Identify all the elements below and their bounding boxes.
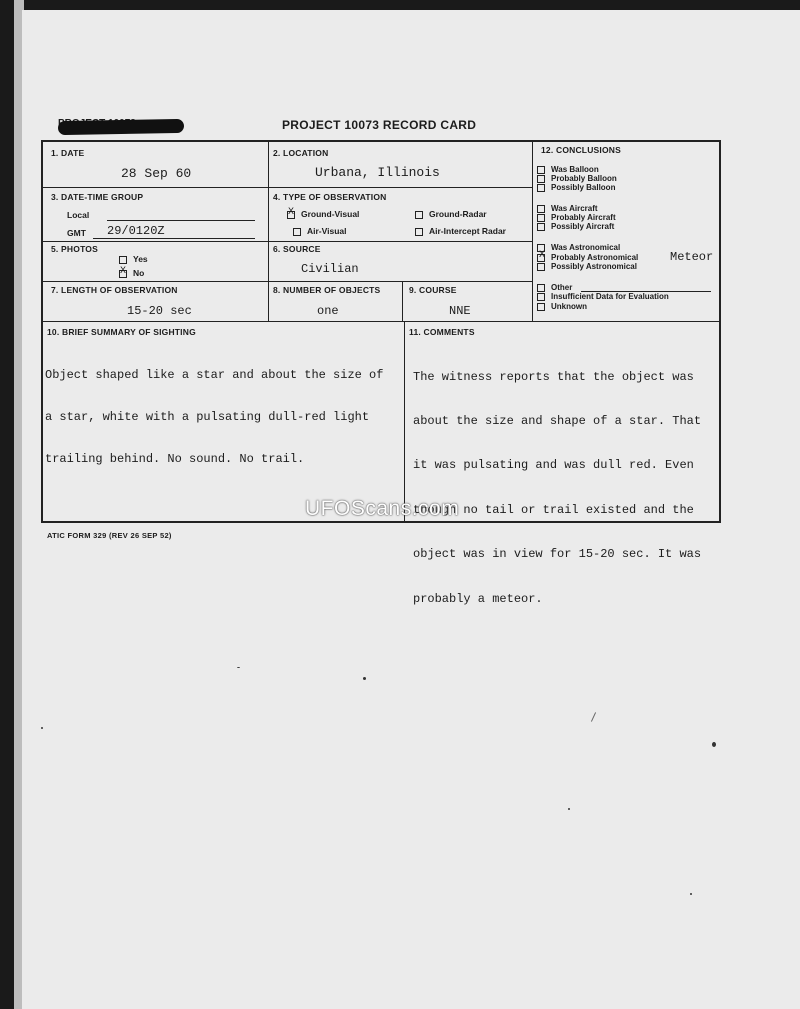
obs-ground-radar: Ground-Radar <box>415 209 487 219</box>
checked-box-icon: X <box>288 206 295 218</box>
checkbox-icon <box>537 223 545 231</box>
number-of-objects-cell <box>269 282 403 322</box>
photos-cell <box>43 242 269 282</box>
summary-line: trailing behind. No sound. No trail. <box>45 452 305 466</box>
comments-line: probably a meteor. <box>413 591 543 606</box>
checkbox-icon <box>537 184 545 192</box>
comments-line: The witness reports that the object was <box>413 369 694 384</box>
checked-box-icon: X <box>120 265 127 277</box>
scan-speck <box>363 677 366 680</box>
checked-box-icon: X <box>539 249 546 261</box>
conclusion-other: Other <box>537 283 572 292</box>
checkbox-icon <box>537 175 545 183</box>
comments-line: it was pulsating and was dull red. Even <box>413 458 694 473</box>
conclusion-annotation: Meteor <box>670 250 714 264</box>
scan-speck <box>712 742 716 747</box>
comments-line: object was in view for 15-20 sec. It was <box>413 547 702 562</box>
checkbox-icon <box>537 293 545 301</box>
conclusion-possibly-aircraft: Possibly Aircraft <box>537 222 614 231</box>
location-value: Urbana, Illinois <box>315 165 440 180</box>
comments-line: about the size and shape of a star. That <box>413 413 702 428</box>
conclusion-possibly-astronomical: Possibly Astronomical <box>537 262 637 271</box>
checkbox-icon <box>537 303 545 311</box>
gmt-value: 29/0120Z <box>107 224 165 238</box>
watermark: UFOScans.com <box>305 497 460 520</box>
conclusion-probably-astronomical: X Probably Astronomical <box>539 249 639 262</box>
scan-speck <box>237 667 240 668</box>
summary-text <box>45 340 383 494</box>
scan-speck <box>41 727 43 729</box>
location-cell <box>269 142 533 188</box>
comments-label: 11. COMMENTS <box>409 327 475 337</box>
gmt-label: GMT <box>67 228 86 238</box>
date-time-group-cell <box>43 188 269 242</box>
local-underline <box>107 220 255 221</box>
scan-speck <box>690 893 692 895</box>
comments-text <box>413 340 701 636</box>
local-label: Local <box>67 210 90 220</box>
conclusion-probably-balloon: Probably Balloon <box>537 174 617 183</box>
length-cell <box>43 282 269 322</box>
source-cell <box>269 242 533 282</box>
conclusion-unknown: Unknown <box>537 302 587 311</box>
date-label: 1. DATE <box>51 148 85 158</box>
type-of-observation-label: 4. TYPE OF OBSERVATION <box>273 192 387 202</box>
course-label: 9. COURSE <box>409 285 457 295</box>
length-value: 15-20 sec <box>127 304 192 318</box>
type-of-observation-cell <box>269 188 533 242</box>
date-value: 28 Sep 60 <box>121 166 192 181</box>
obs-ground-visual: X Ground-Visual <box>288 206 360 219</box>
comments-cell <box>405 322 719 606</box>
course-cell <box>403 282 533 322</box>
scan-speck <box>568 808 570 810</box>
checkbox-icon <box>537 263 545 271</box>
obs-air-intercept-radar: Air-Intercept Radar <box>415 226 506 236</box>
location-label: 2. LOCATION <box>273 148 329 158</box>
source-label: 6. SOURCE <box>273 244 321 254</box>
summary-label: 10. BRIEF SUMMARY OF SIGHTING <box>47 327 196 337</box>
date-cell <box>43 142 269 188</box>
photos-no: X No <box>120 265 145 278</box>
length-label: 7. LENGTH OF OBSERVATION <box>51 285 178 295</box>
conclusions-label: 12. CONCLUSIONS <box>541 145 621 155</box>
checkbox-icon <box>537 214 545 222</box>
conclusion-was-balloon: Was Balloon <box>537 165 599 174</box>
checkbox-icon <box>119 256 127 264</box>
date-time-group-label: 3. DATE-TIME GROUP <box>51 192 144 202</box>
summary-line: Object shaped like a star and about the size of <box>45 368 384 382</box>
checkbox-icon <box>537 166 545 174</box>
number-of-objects-value: one <box>317 304 339 318</box>
photos-yes: Yes <box>119 254 148 264</box>
gmt-underline <box>93 238 255 239</box>
conclusion-insufficient-data: Insufficient Data for Evaluation <box>537 292 669 301</box>
checkbox-icon <box>415 211 423 219</box>
page-title: PROJECT 10073 RECORD CARD <box>282 118 477 132</box>
summary-cell <box>43 322 405 521</box>
conclusion-was-astronomical: Was Astronomical <box>537 243 620 252</box>
photos-label: 5. PHOTOS <box>51 244 98 254</box>
form-id: ATIC FORM 329 (REV 26 SEP 52) <box>47 531 172 540</box>
conclusion-probably-aircraft: Probably Aircraft <box>537 213 616 222</box>
comments-line: though no tail or trail existed and the <box>413 502 694 517</box>
obs-air-visual: Air-Visual <box>293 226 347 236</box>
conclusion-possibly-balloon: Possibly Balloon <box>537 183 615 192</box>
checkbox-icon <box>537 284 545 292</box>
conclusions-cell <box>533 142 719 322</box>
redaction-bar <box>58 119 184 135</box>
number-of-objects-label: 8. NUMBER OF OBJECTS <box>273 285 381 295</box>
course-value: NNE <box>449 304 471 318</box>
checkbox-icon <box>415 228 423 236</box>
summary-line: a star, white with a pulsating dull-red light <box>45 410 370 424</box>
source-value: Civilian <box>301 262 359 276</box>
checkbox-icon <box>293 228 301 236</box>
checkbox-icon <box>537 205 545 213</box>
conclusion-was-aircraft: Was Aircraft <box>537 204 598 213</box>
